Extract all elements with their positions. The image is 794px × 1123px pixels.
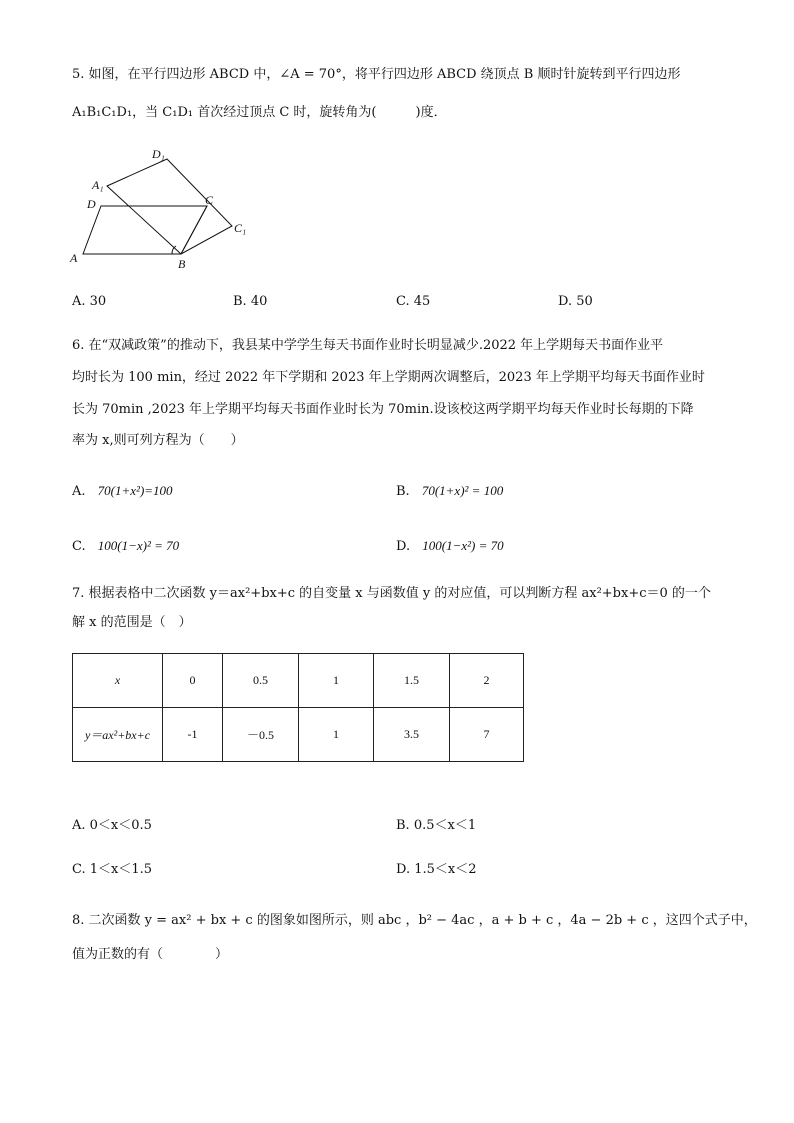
label-C: C xyxy=(205,193,214,207)
value-table xyxy=(72,653,524,762)
table-cell: x xyxy=(73,654,163,708)
table-cell: 2 xyxy=(450,654,524,708)
table-cell: －0.5 xyxy=(223,708,299,762)
q6-option-b-formula: 70(1+x)² = 100 xyxy=(421,483,504,498)
q5-option-c[interactable]: C. 45 xyxy=(396,294,431,309)
label-C1: C₁ xyxy=(234,221,247,235)
q6-option-d-label: D. xyxy=(396,539,411,554)
table-cell: 7 xyxy=(450,708,524,762)
q7-line-1: 7. 根据表格中二次函数 y＝ax²+bx+c 的自变量 x 与函数值 y 的对应值，可以判断方程 ax²+bx+c＝0 的一个 xyxy=(72,586,711,601)
label-D1: D₁ xyxy=(152,147,165,161)
q7-option-c[interactable]: C. 1＜x＜1.5 xyxy=(72,862,153,877)
q5-option-d[interactable]: D. 50 xyxy=(558,294,593,309)
q6-line-1: 6. 在“双减政策”的推动下，我县某中学学生每天书面作业时长明显减少.2022 年上学期每天书面作业平 xyxy=(72,338,664,353)
q5-line-2: A₁B₁C₁D₁，当 C₁D₁ 首次经过顶点 C 时，旋转角为( )度． xyxy=(72,105,447,120)
q7-line-2: 解 x 的范围是（ ） xyxy=(72,615,192,630)
q6-line-4: 率为 x,则可列方程为（ ） xyxy=(72,433,244,448)
table-cell: 0.5 xyxy=(223,654,299,708)
diagonal-ab-edge xyxy=(181,206,207,254)
q6-line-3: 长为 70min ,2023 年上学期平均每天书面作业时长为 70min.设该校这两学期平均每天作业时长每期的下降 xyxy=(72,402,694,417)
q6-line-2: 均时长为 100 min，经过 2022 年下学期和 2023 年上学期两次调整后，2023 年上学期平均每天书面作业时 xyxy=(72,370,705,385)
parallelogram-abcd xyxy=(83,206,207,254)
q6-option-c[interactable] xyxy=(72,537,179,556)
table-cell: 3.5 xyxy=(374,708,450,762)
q8-line-2: 值为正数的有（ ） xyxy=(72,947,229,962)
q6-option-d[interactable] xyxy=(396,537,504,556)
q6-option-d-formula: 100(1−x²) = 70 xyxy=(422,538,504,553)
table-cell: 1 xyxy=(299,654,374,708)
label-D: D xyxy=(87,197,96,211)
parallelogram-a1b1c1d1 xyxy=(107,159,232,254)
q6-option-c-formula: 100(1−x)² = 70 xyxy=(97,538,180,553)
angle-arc xyxy=(172,246,176,254)
table-cell: -1 xyxy=(163,708,223,762)
q6-option-c-label: C. xyxy=(72,539,86,554)
table-cell: y＝ax²+bx+c xyxy=(73,708,163,762)
table-row xyxy=(73,654,524,708)
label-B: B xyxy=(178,257,186,271)
q6-option-b[interactable] xyxy=(396,482,503,501)
q6-option-a-formula: 70(1+x²)=100 xyxy=(97,483,173,498)
table-cell: 0 xyxy=(163,654,223,708)
q5-option-a[interactable]: A. 30 xyxy=(72,294,107,309)
table-cell: 1 xyxy=(299,708,374,762)
q6-option-a-label: A. xyxy=(72,484,86,499)
q6-option-a[interactable] xyxy=(72,482,173,501)
q7-option-b[interactable]: B. 0.5＜x＜1 xyxy=(396,818,477,833)
table-row xyxy=(73,708,524,762)
q8-line-1: 8. 二次函数 y = ax² + bx + c 的图象如图所示，则 abc ，b² − 4ac ，a + b + c ，4a − 2b + c ，这四个式子中， xyxy=(72,913,757,928)
table-cell: 1.5 xyxy=(374,654,450,708)
q5-line-1: 5. 如图，在平行四边形 ABCD 中，∠A = 70°，将平行四边形 ABCD 绕顶点 B 顺时针旋转到平行四边形 xyxy=(72,67,681,82)
q6-option-b-label: B. xyxy=(396,484,410,499)
label-A: A xyxy=(70,251,78,265)
q7-option-d[interactable]: D. 1.5＜x＜2 xyxy=(396,862,477,877)
label-A1: A₁ xyxy=(92,178,104,192)
q7-option-a[interactable]: A. 0＜x＜0.5 xyxy=(72,818,152,833)
q5-option-b[interactable]: B. 40 xyxy=(233,294,268,309)
